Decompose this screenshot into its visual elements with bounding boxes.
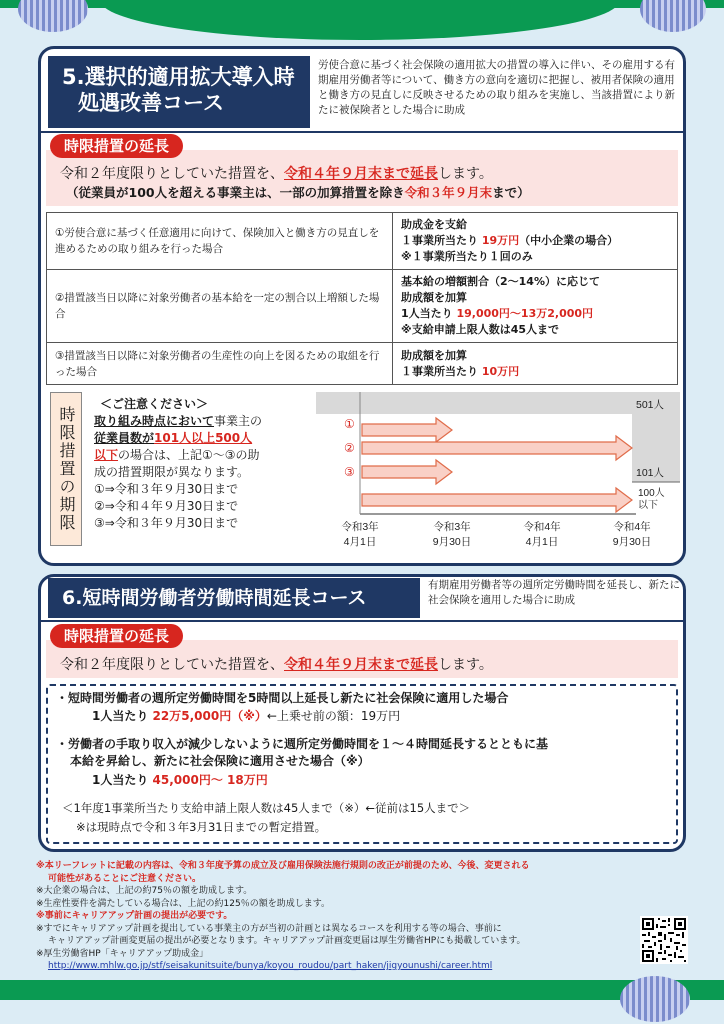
- section5-header-divider: [41, 131, 683, 133]
- top-green-arc: [100, 0, 620, 40]
- footnote-5a: ※すでにキャリアアップ計画を提出している事業主の方が当初の計画とは異なるコースを利用する等の場合、事前に: [36, 923, 502, 934]
- section6-title: 6.短時間労働者労働時間延長コース: [48, 578, 420, 618]
- table-row: [47, 213, 678, 270]
- section5-pill: 時限措置の延長: [50, 134, 183, 158]
- tick-3-line1: 令和4年: [523, 521, 561, 533]
- label-below: 以下: [638, 500, 658, 511]
- tick-2-line1: 令和3年: [433, 521, 471, 533]
- marker-3: ③: [344, 465, 355, 479]
- row2-line4: ※支給申請上限人数は45人まで: [401, 323, 560, 336]
- section6-item1-amount: [92, 708, 400, 725]
- section6-header-divider: [41, 620, 683, 622]
- row2-amount: [393, 270, 678, 343]
- notice-line1a: 取り組み時点において: [94, 414, 215, 428]
- row1-line1: 助成金を支給: [401, 218, 467, 231]
- notice-line1: [94, 413, 309, 430]
- section5-measure-sub-post: まで）: [492, 185, 530, 200]
- row2-line3-pre: 1人当たり: [401, 307, 457, 320]
- tick-3-line2: 4月1日: [525, 536, 559, 548]
- deadline-notice: [94, 396, 309, 532]
- career-url-link[interactable]: http://www.mhlw.go.jp/stf/seisakunitsuite/bunya/koyou_roudou/part_haken/jigyounushi/career.html: [48, 961, 493, 971]
- notice-heading: ＜ご注意ください＞: [100, 397, 209, 411]
- section6-limit: ＜1年度1事業所当たり支給申請上限人数は45人まで（※）←従前は15人まで＞: [62, 801, 471, 815]
- tick-4-line1: 令和4年: [613, 521, 651, 533]
- row3-line2: [401, 364, 669, 380]
- marker-1: ①: [344, 417, 355, 431]
- marker-2: ②: [344, 441, 355, 455]
- row3-amount-value: 10万円: [481, 364, 520, 378]
- notice-deadline-1: ①⇒令和３年９月30日まで: [94, 482, 239, 496]
- item1-amount-post: ←上乗せ前の額：19万円: [266, 709, 401, 723]
- qr-code[interactable]: [640, 916, 688, 964]
- footnote-1a: ※本リーフレットに記載の内容は、令和３年度予算の成立及び雇用保険法施行規則の改正が前提のため、今後、変更される: [36, 861, 530, 871]
- notice-line2a: 従業員数が: [94, 431, 155, 445]
- section6-provisional: ※は現時点で令和３年3月31日までの暫定措置。: [76, 820, 327, 834]
- section5-title-line2: 処遇改善コース: [78, 91, 224, 115]
- section5-measure-emph: 令和４年９月末まで延長: [284, 166, 438, 182]
- bottom-right-decoration: [620, 976, 690, 1022]
- section5-measure-pre: 令和２年度限りとしていた措置を、: [60, 166, 284, 182]
- deadline-vertical-label: 時限措置の期限: [50, 392, 82, 546]
- section5-description: 労使合意に基づく社会保険の適用拡大の措置の導入に伴い、その雇用する有期雇用労働者等について、働き方の意向を適切に把握し、被用者保険の適用と働き方の見直しに反映させるための取り組みを実施し、当該措置により新たに被保険者とした場合に助成: [318, 59, 675, 116]
- row2-line3: [401, 306, 669, 322]
- footnote-4: ※事前にキャリアアップ計画の提出が必要です。: [36, 911, 233, 921]
- row2-condition: ②措置該当日以降に対象労働者の基本給を一定の割合以上増額した場合: [47, 270, 393, 343]
- section6-measure-pre: 令和２年度限りとしていた措置を、: [60, 657, 284, 673]
- section5-title: [48, 56, 310, 128]
- tick-2-line2: 9月30日: [432, 536, 472, 548]
- section5-measure-sub-pre: （従業員が100人を超える事業主は、一部の加算措置を除き: [66, 185, 405, 200]
- footnote-6: ※厚生労働省HP「キャリアアップ助成金」: [36, 948, 209, 959]
- section5-measure-post: します。: [438, 166, 493, 182]
- footnote-2: ※大企業の場合は、上記の約75％の額を助成します。: [36, 886, 253, 896]
- section6-measure-post: します。: [438, 657, 493, 673]
- row1-condition: ①労使合意に基づく任意適用に向けて、保険加入と働き方の見直しを進めるための取り組みを行った場合: [47, 213, 393, 270]
- row1-amount-value: 19万円: [481, 234, 520, 247]
- section6-pill: 時限措置の延長: [50, 624, 183, 648]
- section5-measure-sub: [66, 184, 530, 202]
- section6-item2-line1: ・労働者の手取り収入が減少しないように週所定労働時間を１～４時間延長するとともに基: [56, 737, 549, 751]
- row2-amount-value: 19,000円～13万2,000円: [456, 307, 594, 320]
- top-left-decoration: [18, 0, 88, 32]
- row1-line3: ※１事業所当たり１回のみ: [401, 250, 533, 263]
- tick-1-line1: 令和3年: [341, 521, 379, 533]
- row1-line2-post: （中小企業の場合）: [519, 234, 619, 247]
- table-row: [47, 343, 678, 385]
- section6-measure-emph: 令和４年９月末まで延長: [284, 657, 438, 673]
- notice-deadline-2: ②⇒令和４年９月30日まで: [94, 499, 239, 513]
- timeline-header-band: [316, 392, 680, 414]
- tick-4-line2: 9月30日: [612, 536, 652, 548]
- notice-line1b: 事業主の: [214, 414, 263, 428]
- footnote-3: ※生産性要件を満たしている場合は、上記の約125％の額を助成します。: [36, 898, 331, 909]
- row3-condition: ③措置該当日以降に対象労働者の生産性の向上を図るための取組を行った場合: [47, 343, 393, 385]
- item2-amount-value: 45,000円～ 18万円: [152, 773, 268, 787]
- notice-line3b: の場合は、上記①～③の助: [118, 448, 260, 462]
- label-100: 100人: [638, 488, 665, 499]
- row1-line2-pre: １事業所当たり: [401, 234, 482, 247]
- item1-amount-pre: 1人当たり: [92, 709, 153, 723]
- label-101: 101人: [636, 467, 665, 479]
- section6-item2-line2: 本給を昇給し、新たに社会保険に適用させた場合（※）: [70, 754, 370, 768]
- item1-amount-value: 22万5,000円（※）: [152, 709, 267, 723]
- section6-measure: [60, 655, 493, 675]
- section5-subsidy-table: [46, 212, 678, 385]
- label-501: 501人: [636, 399, 665, 411]
- row3-line2-pre: １事業所当たり: [401, 364, 482, 378]
- table-row: [47, 270, 678, 343]
- footnote-5b: キャリアアップ計画変更届の提出が必要となります。キャリアアップ計画変更届は厚生労働省HPにも掲載しています。: [48, 936, 526, 946]
- section5-measure-sub-emph: 令和３年９月末: [404, 185, 493, 200]
- notice-line3: [94, 447, 309, 464]
- row2-line1: 基本給の増額割合（2～14%）に応じて: [401, 275, 600, 288]
- row1-line2: [401, 233, 669, 249]
- section6-item2-amount: [92, 772, 268, 789]
- row3-amount: [393, 343, 678, 385]
- section6-description: 有期雇用労働者等の週所定労働時間を延長し、新たに社会保険を適用した場合に助成: [428, 579, 680, 606]
- item2-amount-pre: 1人当たり: [92, 773, 153, 787]
- deadline-timeline: [316, 390, 680, 554]
- section5-measure: [60, 164, 493, 184]
- section6-item1: ・短時間労働者の週所定労働時間を5時間以上延長し新たに社会保険に適用した場合: [56, 691, 509, 705]
- footnote-1b: 可能性があることにご注意ください。: [48, 873, 202, 884]
- notice-deadline-3: ③⇒令和３年９月30日まで: [94, 516, 239, 530]
- notice-line3a: 以下: [94, 448, 119, 462]
- notice-line2b: 101人以上500人: [154, 431, 253, 445]
- section5-title-line1: 5.選択的適用拡大導入時: [62, 65, 295, 89]
- row2-line2: 助成額を加算: [401, 291, 467, 304]
- notice-line2: [94, 430, 309, 447]
- notice-line4: 成の措置期限が異なります。: [94, 465, 250, 479]
- row1-amount: [393, 213, 678, 270]
- footnotes: [36, 860, 636, 973]
- top-right-decoration: [640, 0, 706, 32]
- bottom-green-bar: [0, 980, 724, 1000]
- tick-1-line2: 4月1日: [343, 536, 377, 548]
- row3-line1: 助成額を加算: [401, 348, 467, 362]
